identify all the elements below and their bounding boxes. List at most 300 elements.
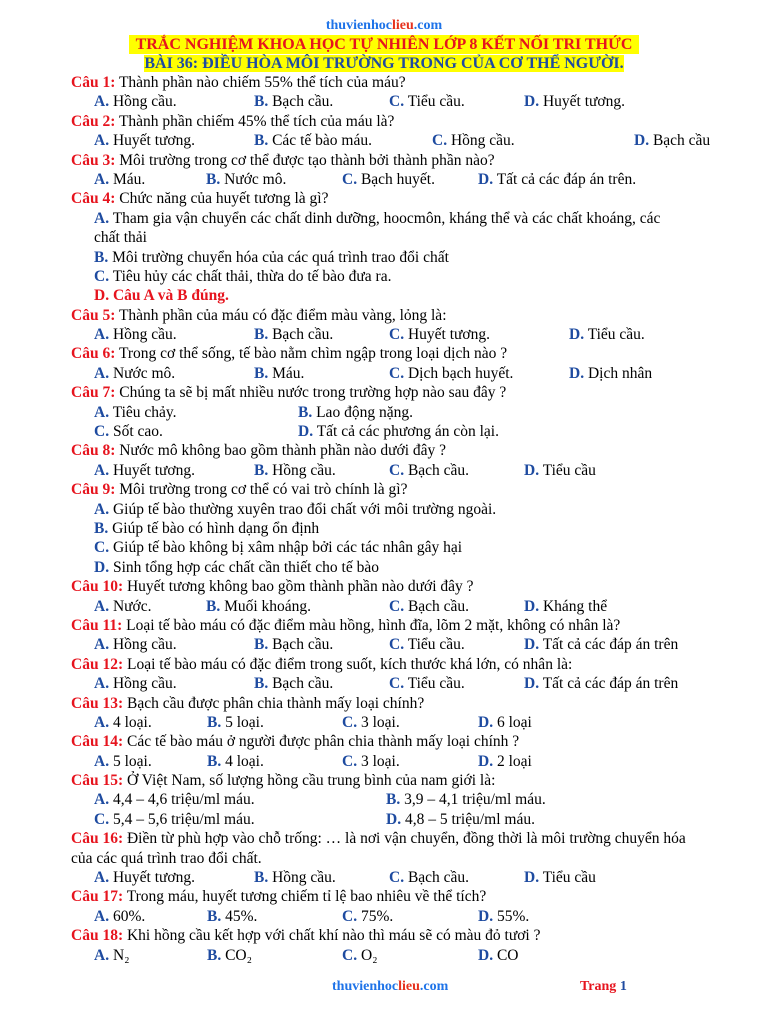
option [94,810,255,829]
option [524,868,596,887]
option [478,946,519,965]
option [342,752,400,771]
option-letter: B. [94,519,109,537]
option [94,713,152,732]
option [94,170,145,189]
long-option [71,228,710,247]
option-letter: C. [389,326,405,344]
question-text: Chúng ta sẽ bị mất nhiều nước trong trường hợp nào sau đây ? [115,384,507,402]
option-letter: B. [254,869,269,887]
option-text: Tiêu hủy các chất thải, thừa do tế bào đưa ra. [112,267,392,285]
option-row [71,635,710,654]
option-text: Huyết tương. [112,132,195,150]
option-text: Nước. [112,597,152,615]
option-letter: D. [524,93,540,111]
question-number: Câu 8: [71,442,116,460]
option [389,364,513,383]
option-letter: B. [254,364,269,382]
footer-site: thuvienhoclieu.com [332,979,449,994]
question-text-continued: của các quá trình trao đổi chất. [71,849,262,867]
option-letter: A. [94,597,110,615]
option-letter: B. [206,597,221,615]
option [94,422,163,441]
option-text: Tiểu cầu. [407,93,465,111]
option-text: N₂ [112,946,130,964]
option [254,635,333,654]
option-row [71,752,710,771]
option [342,713,400,732]
option [207,713,264,732]
option [389,92,465,111]
option-text: chất thải [94,229,147,247]
option-text: Giúp tế bào không bị xâm nhập bởi các tác nhân gây hại [112,539,463,557]
long-option [71,209,710,228]
option-letter: A. [94,636,110,654]
question-stem [71,829,710,848]
option-letter: A. [94,675,110,693]
option-letter: B. [254,636,269,654]
option-letter: A. [94,326,110,344]
question-text: Môi trường trong cơ thể có vai trò chính là gì? [115,481,408,499]
question-number: Câu 13: [71,694,124,712]
option-text: 75%. [360,907,394,925]
question-text: Chức năng của huyết tương là gì? [115,190,329,208]
option-row [71,946,710,965]
option-letter: D. [524,675,540,693]
option-letter: B. [207,752,222,770]
page-footer [0,979,768,999]
site-name-part3: .com [413,18,443,33]
question-number: Câu 3: [71,151,116,169]
long-option [71,267,710,286]
option-text: Tiểu cầu. [407,636,465,654]
option-letter: D. [298,423,314,441]
document-subtitle: BÀI 36: ĐIỀU HÒA MÔI TRƯỜNG TRONG CỦA CƠ THỂ NGƯỜI. [144,55,624,72]
option [94,131,195,150]
question-text: Trong máu, huyết tương chiếm tỉ lệ bao nhiêu về thể tích? [123,888,487,906]
question-stem [71,732,710,751]
question-number: Câu 5: [71,306,116,324]
option-letter: D. [524,597,540,615]
option [207,907,257,926]
option [254,325,333,344]
option-letter: C. [389,461,405,479]
option [94,597,152,616]
option-letter: C. [389,364,405,382]
question-text: Loại tế bào máu có đặc điểm màu hồng, hình đĩa, lõm 2 mặt, không có nhân là? [122,616,621,634]
option-letter: C. [342,713,358,731]
question-stem [71,189,710,208]
question-stem [71,655,710,674]
option [298,403,413,422]
option-letter: A. [94,869,110,887]
option-text: Huyết tương. [112,869,195,887]
option-letter: B. [206,170,221,188]
option-text: Tham gia vận chuyển các chất dinh dưỡng, hoocmôn, kháng thể và các chất khoáng, các [112,209,661,227]
option [94,790,255,809]
option-row [71,713,710,732]
option-letter: A. [94,500,110,518]
option-letter: B. [254,461,269,479]
option [389,674,465,693]
site-name-part2: lieu [391,18,414,33]
question-stem [71,151,710,170]
option-letter: A. [94,209,110,227]
option-text: 5 loại. [225,713,264,731]
option-text: Bạch cầu. [272,636,334,654]
option-text: Các tế bào máu. [272,132,372,150]
option-letter: C. [94,539,110,557]
option-text: Tiểu cầu [542,461,596,479]
option [389,635,465,654]
question-stem [71,887,710,906]
question-number: Câu 2: [71,112,116,130]
question-number: Câu 9: [71,481,116,499]
option-text: Máu. [112,170,146,188]
option-letter: D. [478,907,494,925]
question-stem [71,771,710,790]
option-letter: A. [94,93,110,111]
option-row [71,403,710,422]
option-letter: D. [524,869,540,887]
option [342,907,393,926]
option-letter: B. [254,675,269,693]
option-row [71,92,710,111]
option-text: Sốt cao. [112,423,163,441]
question-number: Câu 4: [71,190,116,208]
option-text: Giúp tế bào thường xuyên trao đổi chất với môi trường ngoài. [112,500,497,518]
option [94,946,130,965]
option [254,364,304,383]
option-text: Máu. [272,364,305,382]
option-text: Sinh tổng hợp các chất cần thiết cho tế bào [112,558,379,576]
question-text: Môi trường trong cơ thể được tạo thành bởi thành phần nào? [115,151,495,169]
option-letter: C. [389,869,405,887]
question-number: Câu 15: [71,772,124,790]
question-number: Câu 11: [71,616,123,634]
question-stem [71,480,710,499]
option-letter: D. [634,132,650,150]
option-text: 3,9 – 4,1 triệu/ml máu. [404,791,546,809]
option [478,713,532,732]
question-number: Câu 1: [71,74,116,91]
option-letter: A. [94,403,110,421]
option-letter: B. [254,132,269,150]
option [254,92,333,111]
option-text: 60%. [112,907,146,925]
option-letter: D. [478,752,494,770]
option-text: Hồng cầu. [112,93,177,111]
question-stem [71,344,710,363]
option-row [71,674,710,693]
question-list [0,73,768,965]
question-text: Nước mô không bao gồm thành phần nào dưới đây ? [115,442,447,460]
option-text: Tiêu chảy. [112,403,177,421]
question-number: Câu 16: [71,830,124,848]
option-letter: D. [524,636,540,654]
question-stem [71,112,710,131]
option-text: Hồng cầu. [112,675,177,693]
question-text: Huyết tương không bao gồm thành phần nào dưới đây ? [123,578,474,596]
option [94,635,177,654]
question-stem [71,306,710,325]
option-letter: D. [94,287,110,305]
option [254,674,333,693]
question-number: Câu 12: [71,655,124,673]
option-letter: A. [94,713,110,731]
option-text: Bạch cầu. [272,326,334,344]
option-text: 4 loại. [112,713,152,731]
question-text: Thành phần của máu có đặc điểm màu vàng, lỏng là: [115,306,447,324]
option [94,907,145,926]
option [254,461,336,480]
option-text: Lao động nặng. [316,403,413,421]
option-text: Huyết tương. [112,461,195,479]
question-text: Trong cơ thể sống, tế bào nằm chìm ngập trong loại dịch nào ? [115,345,508,363]
option-letter: A. [94,791,110,809]
long-option [71,286,710,305]
option-text: Hồng cầu. [272,461,336,479]
long-option [71,500,710,519]
option-letter: B. [298,403,313,421]
option-letter: A. [94,907,110,925]
long-option [71,538,710,557]
question-number: Câu 17: [71,888,124,906]
option-text: Bạch cầu. [272,93,334,111]
option [389,325,490,344]
option-letter: C. [94,423,110,441]
option-row [71,868,710,887]
page-number: Trang 1 [580,979,627,994]
option-letter: D. [94,558,110,576]
document-title: TRẮC NGHIỆM KHOA HỌC TỰ NHIÊN LỚP 8 KẾT NỐI TRI THỨC [129,35,639,54]
option-text: 4,4 – 4,6 triệu/ml máu. [112,791,255,809]
option-letter: D. [478,946,494,964]
option-text: Hồng cầu. [112,326,177,344]
option-letter: B. [207,907,222,925]
option-text: Huyết tương. [407,326,490,344]
question-stem [71,616,710,635]
option-letter: D. [386,810,402,828]
question-text: Bạch cầu được phân chia thành mấy loại chính? [123,694,425,712]
long-option [71,248,710,267]
option [94,92,177,111]
option-row [71,790,710,809]
site-header [0,0,768,34]
option-row [71,131,710,150]
option [524,674,678,693]
long-option [71,519,710,538]
option-text: Bạch cầu [652,132,711,150]
option-text: Dịch bạch huyết. [407,364,514,382]
option-text: Nước mô. [112,364,176,382]
question-text: Loại tế bào máu có đặc điểm trong suốt, kích thước khá lớn, có nhân là: [123,655,573,673]
option-row [71,907,710,926]
option [569,325,645,344]
option-text: 45%. [225,907,258,925]
question-number: Câu 7: [71,384,116,402]
option-text: CO₂ [225,946,253,964]
option-row [71,170,710,189]
option [94,752,152,771]
option-text: Giúp tế bào có hình dạng ổn định [112,519,320,537]
option-letter: A. [94,946,110,964]
option [94,364,175,383]
option-row [71,461,710,480]
option [432,131,515,150]
option-text: 4 loại. [225,752,264,770]
option-row [71,364,710,383]
option-text: Câu A và B đúng. [112,287,229,305]
option-text: Tất cả các đáp án trên [542,636,679,654]
option [389,597,469,616]
question-text: Điền từ phù hợp vào chỗ trống: … là nơi vận chuyển, đồng thời là môi trường chuyển hóa [123,830,686,848]
option-letter: C. [342,946,358,964]
option-text: 2 loại [496,752,532,770]
option [478,170,636,189]
option-text: Bạch cầu. [407,461,470,479]
option-text: Môi trường chuyển hóa của các quá trình trao đổi chất [112,248,449,266]
option-text: Bạch huyết. [360,170,435,188]
option-letter: B. [254,326,269,344]
option [478,752,532,771]
option-letter: D. [524,461,540,479]
question-stem [71,694,710,713]
option [342,946,378,965]
option [524,461,596,480]
option-text: Tiểu cầu [542,869,596,887]
option-row [71,422,710,441]
option-letter: B. [207,713,222,731]
option [386,790,546,809]
option-letter: B. [94,248,109,266]
option-text: Kháng thể [542,597,608,615]
question-text: Thành phần nào chiếm 55% thể tích của máu? [115,74,406,91]
option-letter: D. [478,713,494,731]
option-letter: C. [94,810,110,828]
option [386,810,535,829]
option-text: Bạch cầu. [407,597,470,615]
option-text: Tất cả các đáp án trên [542,675,679,693]
option [207,752,264,771]
option-text: 55%. [496,907,530,925]
option-text: 6 loại [496,713,532,731]
option-text: 5,4 – 5,6 triệu/ml máu. [112,810,255,828]
option-letter: A. [94,461,110,479]
option-letter: D. [569,364,585,382]
question-text: Thành phần chiếm 45% thể tích của máu là? [115,112,395,130]
question-stem [71,577,710,596]
option-text: Hồng cầu. [450,132,515,150]
option-letter: B. [386,791,401,809]
option-letter: A. [94,752,110,770]
option [298,422,499,441]
option [207,946,252,965]
option-text: CO [496,946,519,964]
option [94,403,177,422]
option-text: Tất cả các đáp án trên. [496,170,637,188]
option-letter: A. [94,364,110,382]
option-letter: C. [342,907,358,925]
option-letter: C. [389,636,405,654]
option-letter: C. [342,170,358,188]
option-text: Dịch nhân [587,364,653,382]
question-stem [71,441,710,460]
option [94,674,177,693]
option [342,170,435,189]
option-letter: C. [342,752,358,770]
option [389,461,469,480]
option-text: O₂ [360,946,378,964]
option-text: 4,8 – 5 triệu/ml máu. [404,810,535,828]
option-text: Tiểu cầu. [587,326,645,344]
option [94,461,195,480]
option-letter: B. [254,93,269,111]
option-letter: C. [389,675,405,693]
option [206,170,286,189]
option-row [71,597,710,616]
option-text: Tất cả các phương án còn lại. [316,423,499,441]
option-text: 3 loại. [360,752,400,770]
option-text: Bạch cầu. [272,675,334,693]
question-stem [71,926,710,945]
option [254,868,336,887]
option-letter: D. [569,326,585,344]
question-stem [71,73,710,92]
option [478,907,529,926]
question-text: Các tế bào máu ở người được phân chia thành mấy loại chính ? [123,733,520,751]
long-option [71,558,710,577]
option-text: Bạch cầu. [407,869,470,887]
option-text: 5 loại. [112,752,152,770]
option-letter: C. [389,597,405,615]
option-text: Tiểu cầu. [407,675,465,693]
question-number: Câu 14: [71,733,124,751]
question-number: Câu 10: [71,578,124,596]
option [206,597,311,616]
option [94,325,177,344]
option [254,131,372,150]
option [524,92,625,111]
option-text: Nước mô. [224,170,287,188]
site-name-part1: thuvienhoc [325,18,392,33]
option-text: Hồng cầu. [272,869,336,887]
option-letter: A. [94,132,110,150]
option-row [71,325,710,344]
question-text: Ở Việt Nam, số lượng hồng cầu trung bình của nam giới là: [123,772,496,790]
option-letter: B. [207,946,222,964]
option-text: Muối khoáng. [224,597,312,615]
option-letter: A. [94,170,110,188]
option-letter: D. [478,170,494,188]
option-letter: C. [432,132,448,150]
option-text: Huyết tương. [542,93,625,111]
option-text: 3 loại. [360,713,400,731]
option [94,868,195,887]
question-stem [71,383,710,402]
question-number: Câu 6: [71,345,116,363]
option [524,635,678,654]
question-number: Câu 18: [71,927,124,945]
question-text: Khi hồng cầu kết hợp với chất khí nào thì máu sẽ có màu đỏ tươi ? [123,927,541,945]
option [634,131,710,150]
option [524,597,607,616]
option-letter: C. [94,267,110,285]
option-row [71,810,710,829]
option [569,364,652,383]
option-letter: C. [389,93,405,111]
option [389,868,469,887]
